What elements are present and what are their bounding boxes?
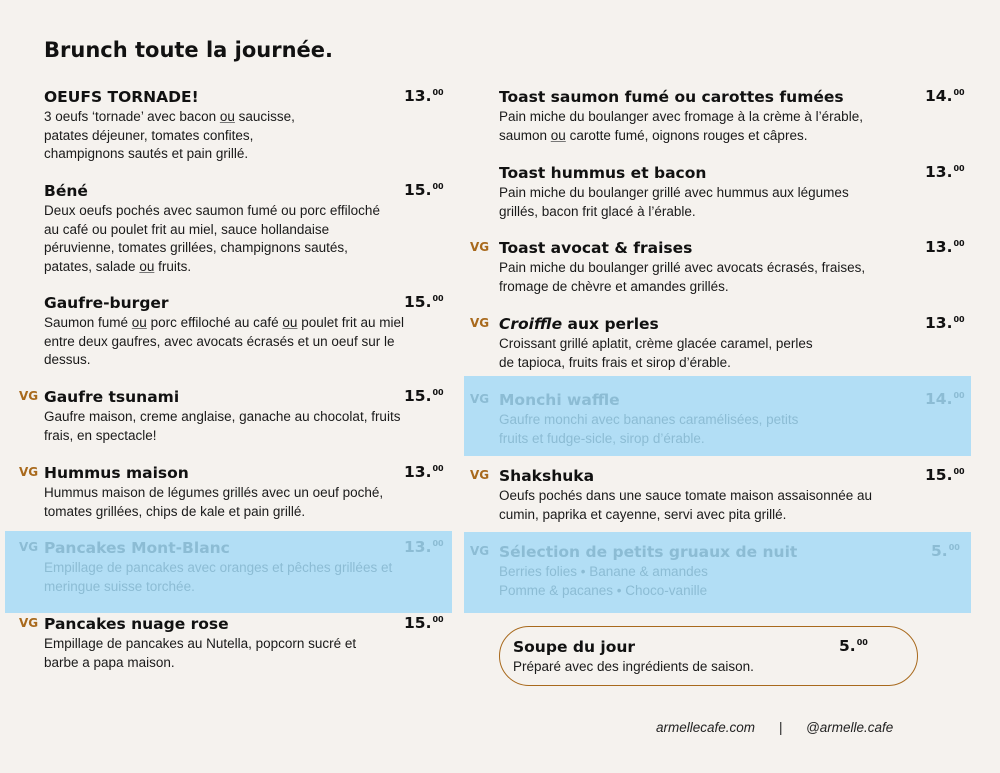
menu-item-soupe-du-jour	[513, 637, 913, 677]
item-name: Pancakes Mont-Blanc	[44, 539, 230, 557]
item-price: 15.00	[925, 466, 965, 484]
item-price: 13.00	[404, 538, 444, 556]
item-name: Soupe du jour	[513, 638, 636, 656]
item-price: 14.00	[925, 390, 965, 408]
item-price: 13.00	[404, 463, 444, 481]
item-price: 13.00	[925, 238, 965, 256]
item-price: 14.00	[925, 87, 965, 105]
vegetarian-badge: VG	[19, 616, 39, 630]
menu-item-gaufre-tsunami	[19, 387, 444, 445]
item-price: 5.00	[931, 542, 960, 560]
menu-item-shakshuka	[470, 466, 965, 524]
item-price: 13.00	[925, 163, 965, 181]
vegetarian-badge: VG	[19, 389, 39, 403]
menu-item-bene	[44, 181, 444, 276]
footer-separator: |	[779, 720, 783, 735]
item-description: Pain miche du boulanger avec fromage à la crème à l’érable, saumon ou carotte fumé, oignons rouges et câpres.	[499, 109, 863, 143]
item-price: 15.00	[404, 181, 444, 199]
vegetarian-badge: VG	[470, 392, 490, 406]
item-name: Sélection de petits gruaux de nuit	[499, 543, 798, 561]
item-name: Toast hummus et bacon	[499, 164, 707, 182]
menu-item-pancakes-mont-blanc	[19, 538, 444, 596]
menu-item-oeufs-tornade	[44, 87, 444, 164]
item-name: OEUFS TORNADE!	[44, 88, 199, 106]
item-name: Béné	[44, 182, 88, 200]
item-name: Croiffle aux perles	[499, 315, 659, 333]
item-name: Toast avocat & fraises	[499, 239, 693, 257]
menu-item-monchi-waffle	[470, 390, 965, 448]
vegetarian-badge: VG	[19, 465, 39, 479]
item-name: Pancakes nuage rose	[44, 615, 229, 633]
item-description: Empillage de pancakes avec oranges et pêches grillées et meringue suisse torchée.	[44, 560, 393, 594]
item-price: 15.00	[404, 387, 444, 405]
item-description: Gaufre monchi avec bananes caramélisées, petits fruits et fudge-sicle, sirop d’érable.	[499, 412, 799, 446]
item-description: Saumon fumé ou porc effiloché au café ou poulet frit au miel entre deux gaufres, avec avocats écrasés et un oeuf sur le dessus.	[44, 315, 405, 367]
item-name: Shakshuka	[499, 467, 595, 485]
item-name: Gaufre-burger	[44, 294, 169, 312]
item-description: Pain miche du boulanger grillé avec hummus aux légumes grillés, bacon frit glacé à l’érable.	[499, 185, 849, 219]
footer-website[interactable]: armellecafe.com	[656, 720, 756, 735]
page-title: Brunch toute la journée.	[44, 38, 334, 62]
item-price: 15.00	[404, 614, 444, 632]
item-price: 13.00	[404, 87, 444, 105]
vegetarian-badge: VG	[19, 540, 39, 554]
menu-item-toast-hummus-bacon	[499, 163, 965, 221]
item-description: Préparé avec des ingrédients de saison.	[513, 659, 754, 674]
footer-instagram[interactable]: @armelle.cafe	[806, 720, 894, 735]
item-description: Deux oeufs pochés avec saumon fumé ou porc effiloché au café ou poulet frit au miel, sauce hollandaise péruvienne, tomates grillées, champignons sautés, patates, salade ou fruits.	[44, 203, 380, 274]
item-name: Toast saumon fumé ou carottes fumées	[499, 88, 844, 106]
item-description: Empillage de pancakes au Nutella, popcorn sucré et barbe a papa maison.	[44, 636, 357, 670]
menu-item-toast-avocat-fraises	[470, 238, 965, 296]
vegetarian-badge: VG	[470, 240, 490, 254]
item-price: 13.00	[925, 314, 965, 332]
item-description: Oeufs pochés dans une sauce tomate maison assaisonnée au cumin, paprika et cayenne, servi avec pita grillé.	[499, 488, 872, 522]
item-description: Pain miche du boulanger grillé avec avocats écrasés, fraises, fromage de chèvre et amandes grillés.	[499, 260, 866, 294]
vegetarian-badge: VG	[470, 544, 490, 558]
item-name: Gaufre tsunami	[44, 388, 180, 406]
menu-item-hummus-maison	[19, 463, 444, 521]
item-name: Monchi waffle	[499, 391, 620, 409]
vegetarian-badge: VG	[470, 316, 490, 330]
item-price: 5.00	[839, 637, 868, 655]
menu-item-toast-saumon	[499, 87, 965, 145]
menu-item-petits-gruaux	[470, 542, 965, 600]
item-description: Hummus maison de légumes grillés avec un oeuf poché, tomates grillées, chips de kale et pain grillé.	[44, 485, 384, 519]
item-description: 3 oeufs ‘tornade’ avec bacon ou saucisse, patates déjeuner, tomates confites, champignons sautés et pain grillé.	[44, 109, 295, 161]
item-name: Hummus maison	[44, 464, 189, 482]
vegetarian-badge: VG	[470, 468, 490, 482]
menu-item-croiffle	[470, 314, 965, 372]
menu-item-gaufre-burger	[44, 293, 444, 370]
item-description: Croissant grillé aplatit, crème glacée caramel, perles de tapioca, fruits frais et sirop d’érable.	[499, 336, 813, 370]
item-description: Gaufre maison, creme anglaise, ganache au chocolat, fruits frais, en spectacle!	[44, 409, 401, 443]
item-price: 15.00	[404, 293, 444, 311]
menu-item-pancakes-nuage-rose	[19, 614, 444, 672]
item-description: Berries folies • Banane & amandes Pomme & pacanes • Choco-vanille	[499, 564, 708, 598]
